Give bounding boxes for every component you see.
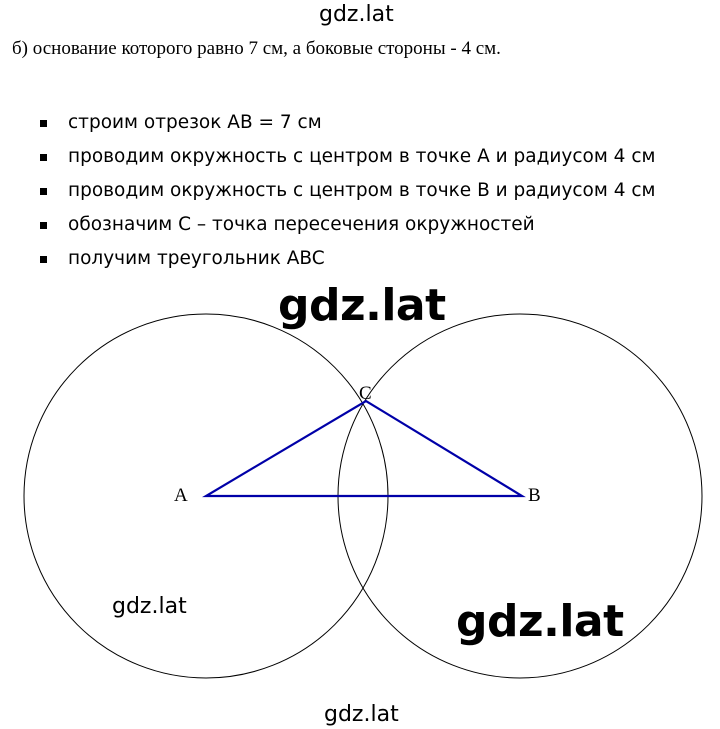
- watermark-left: gdz.lat: [112, 594, 187, 619]
- watermark-center: gdz.lat: [278, 280, 446, 331]
- watermark-right: gdz.lat: [456, 596, 624, 647]
- step-text: проводим окружность с центром в точке B и радиусом 4 см: [68, 180, 656, 201]
- point-label-a: A: [174, 485, 188, 506]
- triangle-abc: [206, 401, 522, 496]
- step-text: проводим окружность с центром в точке A и радиусом 4 см: [68, 146, 656, 167]
- step-text: получим треугольник ABC: [68, 248, 325, 269]
- watermark-top: gdz.lat: [319, 2, 394, 27]
- point-label-c: C: [359, 383, 372, 404]
- step-text: строим отрезок AB = 7 см: [68, 112, 322, 133]
- point-label-b: B: [528, 485, 541, 506]
- task-text: б) основание которого равно 7 см, а боковые стороны - 4 см.: [12, 38, 501, 59]
- step-text: обозначим C – точка пересечения окружностей: [68, 214, 535, 235]
- watermark-bottom: gdz.lat: [324, 702, 399, 727]
